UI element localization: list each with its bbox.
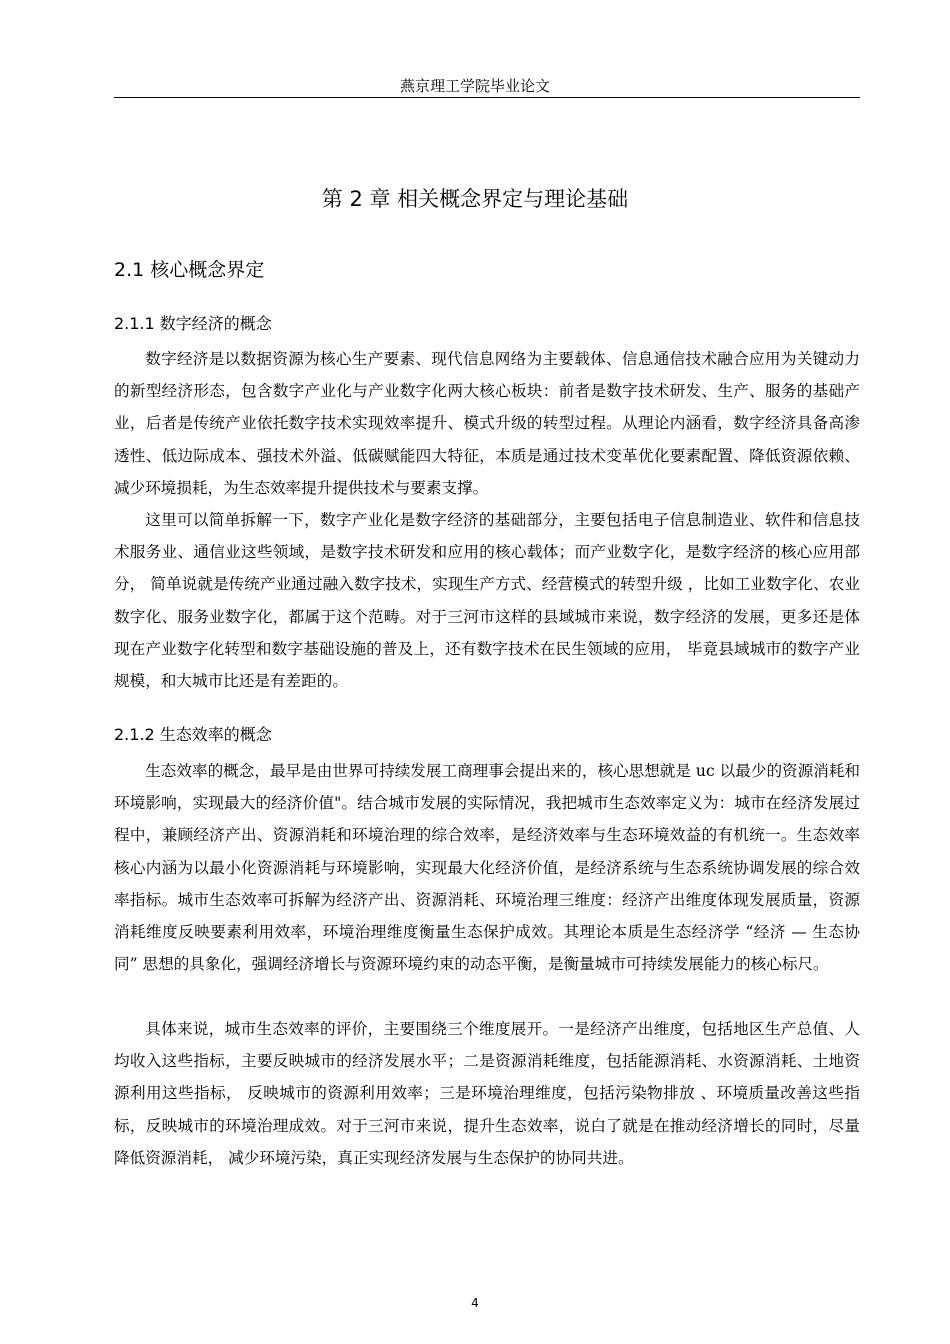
page-number: 4 <box>471 1296 479 1310</box>
paragraph-digital-economy-definition: 数字经济是以数据资源为核心生产要素、现代信息网络为主要载体、信息通信技术融合应用为关键动力的新型经济形态，包含数字产业化与产业数字化两大核心板块：前者是数字技术研发、生产、服务的基础产业，后者是传统产业依托数字技术实现效率提升、模式升级的转型过程。从理论内涵看，数字经济具备高渗透性、低边际成本、强技术外溢、低碳赋能四大特征，本质是通过技术变革优化要素配置、降低资源依赖、减少环境损耗，为生态效率提升提供技术与要素支撑。 <box>114 350 860 497</box>
page-header-title: 燕京理工学院毕业论文 <box>399 77 550 95</box>
paragraph-eco-efficiency-dimensions: 具体来说，城市生态效率的评价，主要围绕三个维度展开。一是经济产出维度，包括地区生产总值、人均收入这些指标，主要反映城市的经济发展水平；二是资源消耗维度，包括能源消耗、水资源消耗、土地资源利用这些指标， 反映城市的资源利用效率；三是环境治理维度，包括污染物排放 、环境质量改善这些指标，反映城市的环境治理成效。对于三河市来说，提升生态效率，说白了就是在推动经济增长的同时，尽量降低资源消耗， 减少环境污染，真正实现经济发展与生态保护的协同共进。 <box>114 1020 860 1167</box>
header-divider <box>114 97 860 98</box>
paragraph-digital-economy-breakdown: 这里可以简单拆解一下，数字产业化是数字经济的基础部分，主要包括电子信息制造业、软件和信息技术服务业、通信业这些领域，是数字技术研发和应用的核心载体；而产业数字化，是数字经济的核心应用部分， 简单说就是传统产业通过融入数字技术，实现生产方式、经营模式的转型升级 ，比如工业数字化、农业数字化、服务业数字化，都属于这个范畴。对于三河市这样的县域城市来说，数字经济的发展，更多还是体现在产业数字化转型和数字基础设施的普及上，还有数字技术在民生领域的应用， 毕竟县域城市的数字产业规模，和大城市比还是有差距的。 <box>114 511 860 691</box>
section-heading-2-1: 2.1 核心概念界定 <box>114 259 265 281</box>
section-heading-2-1-2: 2.1.2 生态效率的概念 <box>114 725 272 744</box>
section-heading-2-1-1: 2.1.1 数字经济的概念 <box>114 314 272 333</box>
paragraph-eco-efficiency-definition: 生态效率的概念，最早是由世界可持续发展工商理事会提出来的，核心思想就是 uc 以最少的资源消耗和环境影响，实现最大的经济价值"。结合城市发展的实际情况，我把城市生态效率定义为：城市在经济发展过程中，兼顾经济产出、资源消耗和环境治理的综合效率，是经济效率与生态环境效益的有机统一。生态效率核心内涵为以最小化资源消耗与环境影响，实现最大化经济价值，是经济系统与生态系统协调发展的综合效率指标。城市生态效率可拆解为经济产出、资源消耗、环境治理三维度：经济产出维度体现发展质量，资源消耗维度反映要素利用效率，环境治理维度衡量生态保护成效。其理论本质是生态经济学 “经济 — 生态协同” 思想的具象化，强调经济增长与资源环境约束的动态平衡，是衡量城市可持续发展能力的核心标尺。 <box>114 762 861 974</box>
chapter-title: 第 2 章 相关概念界定与理论基础 <box>321 187 629 211</box>
